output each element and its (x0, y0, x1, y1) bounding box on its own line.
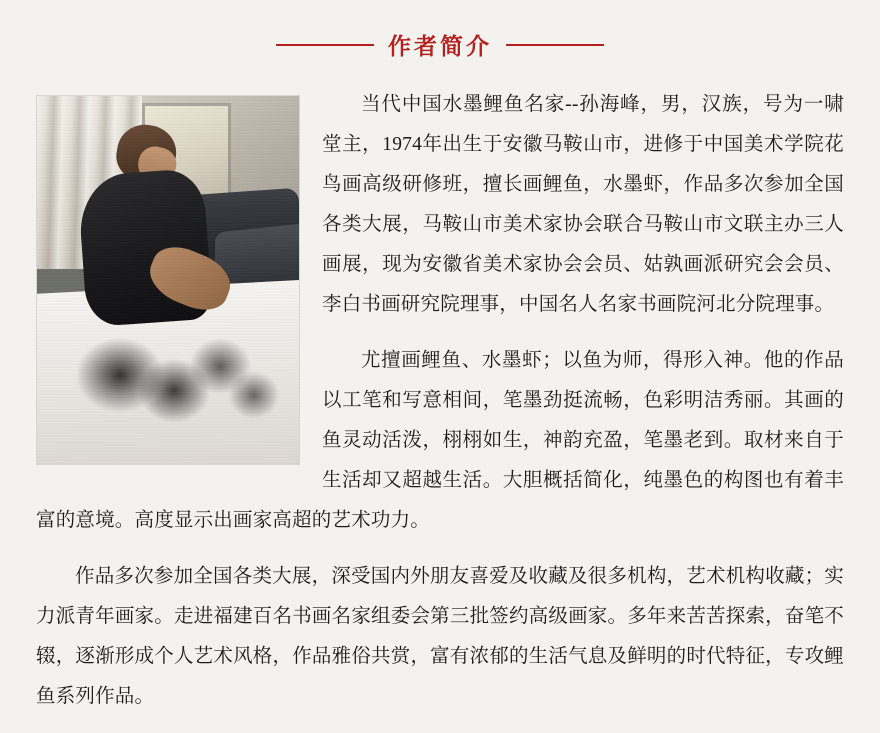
artist-photo (36, 95, 300, 465)
header-rule-right (506, 44, 604, 46)
page-title: 作者简介 (388, 33, 492, 59)
header-rule-left (276, 44, 374, 46)
photo-artist-figure (79, 125, 226, 368)
paragraph-style: 尤擅画鲤鱼、水墨虾；以鱼为师，得形入神。他的作品以工笔和写意相间，笔墨劲挺流畅，色彩明洁秀丽。其画的鱼灵动活泼，栩栩如生，神韵充盈，笔墨老到。取材来自于生活却又超越生活。大胆概括简化，纯墨色的构图也有着丰富的意境。高度显示出画家高超的艺术功力。 (36, 350, 844, 531)
section-header (0, 0, 880, 71)
article-body (0, 71, 880, 733)
paragraph-achievements: 作品多次参加全国各类大展，深受国内外朋友喜爱及收藏及很多机构，艺术机构收藏；实力派青年画家。走进福建百名书画名家组委会第三批签约高级画家。多年来苦苦探索，奋笔不辍，逐渐形成个人艺术风格，作品雅俗共赏，富有浓郁的生活气息及鲜明的时代特征，专攻鲤鱼系列作品。 (36, 566, 844, 707)
paragraph-biography: 当代中国水墨鲤鱼名家--孙海峰，男，汉族，号为一啸堂主，1974年出生于安徽马鞍山市，进修于中国美术学院花鸟画高级研修班，擅长画鲤鱼，水墨虾，作品多次参加全国各类大展，马鞍山市美术家协会联合马鞍山市文联主办三人画展，现为安徽省美术家协会会员、姑孰画派研究会会员、李白书画研究院理事，中国名人名家书画院河北分院理事。 (322, 94, 844, 315)
